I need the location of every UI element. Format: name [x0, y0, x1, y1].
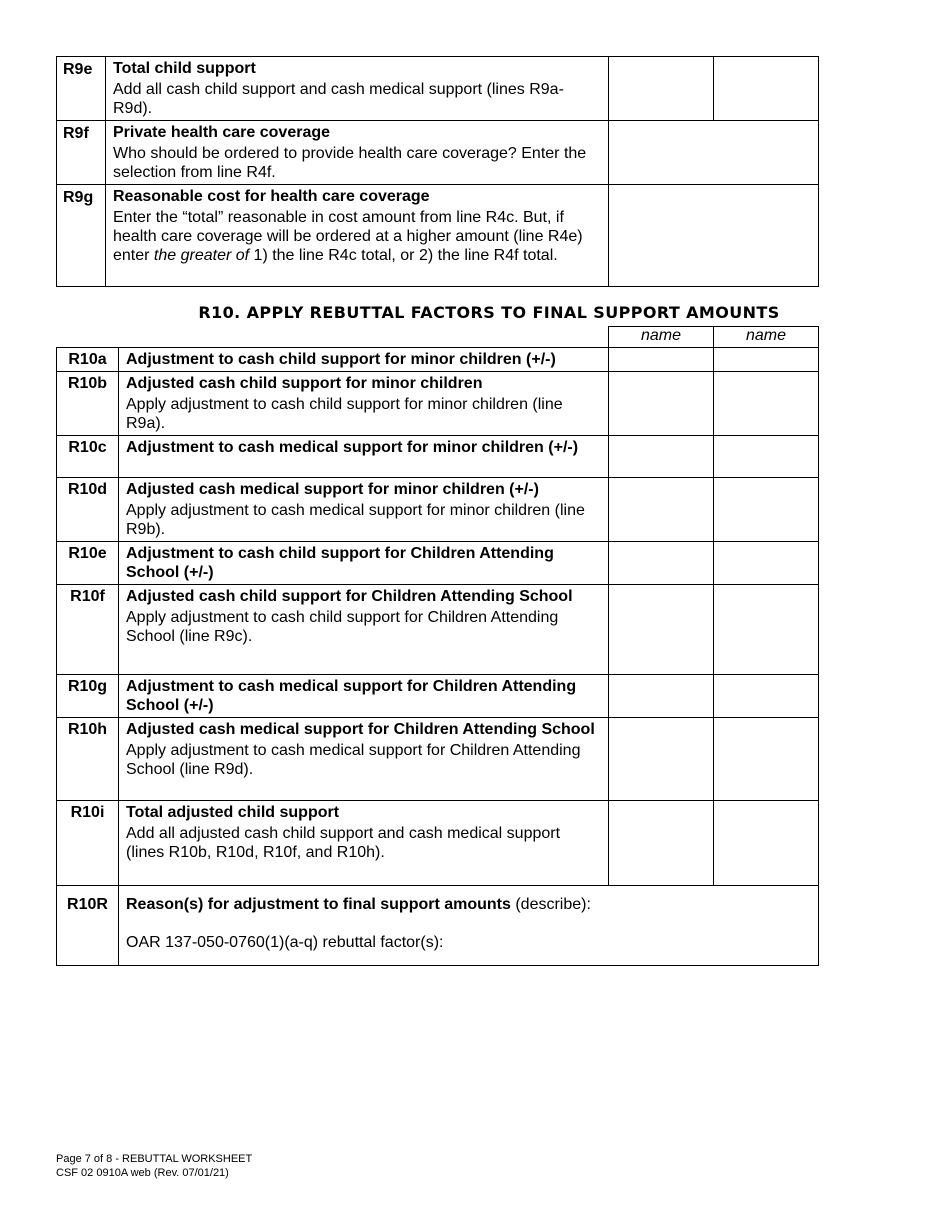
coverage-selection-cell[interactable]: [609, 121, 819, 185]
line-instructions: Apply adjustment to cash medical support for Children Attending School (line R9d).: [126, 742, 581, 778]
line-code: R9e: [57, 57, 106, 121]
line-instructions: Add all cash child support and cash medical support (lines R9a-R9d).: [113, 81, 564, 117]
table-row: [57, 718, 819, 801]
amount-cell-name-1[interactable]: [609, 718, 714, 801]
line-code: R10c: [57, 436, 119, 478]
amount-cell-name-1[interactable]: [609, 585, 714, 675]
line-title: Adjustment to cash child support for Children Attending School (+/-): [126, 545, 554, 581]
line-code: R9f: [57, 121, 106, 185]
table-row: [57, 185, 819, 287]
line-title: Adjusted cash medical support for Children Attending School: [126, 721, 595, 738]
amount-cell-name-1[interactable]: [609, 57, 714, 121]
line-code: R10R: [57, 886, 119, 966]
line-code: R10b: [57, 372, 119, 436]
table-row: [57, 886, 819, 966]
line-code: R10a: [57, 348, 119, 372]
section-title: R10. APPLY REBUTTAL FACTORS TO FINAL SUPPORT AMOUNTS: [198, 303, 780, 322]
amount-cell-name-2[interactable]: [714, 585, 819, 675]
line-title: Total adjusted child support: [126, 804, 340, 821]
line-instructions: Add all adjusted cash child support and cash medical support (lines R10b, R10d, R10f, and R10h).: [126, 825, 561, 861]
column-header-name-1: name: [609, 327, 714, 348]
line-title: Adjusted cash medical support for minor children (+/-): [126, 481, 539, 498]
amount-cell-name-2[interactable]: [714, 718, 819, 801]
line-instructions: Apply adjustment to cash child support for Children Attending School (line R9c).: [126, 609, 559, 645]
line-title: Reasonable cost for health care coverage: [113, 188, 430, 205]
reason-title: Reason(s) for adjustment to final support amounts (describe):: [126, 896, 591, 913]
amount-cell-name-1[interactable]: [609, 436, 714, 478]
line-code: R10e: [57, 542, 119, 585]
amount-cell-name-1[interactable]: [609, 372, 714, 436]
amount-cell-name-1[interactable]: [609, 675, 714, 718]
table-row: [57, 372, 819, 436]
r9-table: [56, 56, 819, 287]
amount-cell-name-2[interactable]: [714, 57, 819, 121]
amount-cell-name-2[interactable]: [714, 675, 819, 718]
table-row: [57, 478, 819, 542]
line-code: R10i: [57, 801, 119, 886]
page-footer: [56, 1152, 252, 1180]
r10-table: [56, 326, 819, 966]
footer-form-id: CSF 02 0910A web (Rev. 07/01/21): [56, 1167, 229, 1179]
line-title: Adjusted cash child support for Children Attending School: [126, 588, 573, 605]
table-row: [57, 675, 819, 718]
line-title: Private health care coverage: [113, 124, 331, 141]
line-instructions: Who should be ordered to provide health care coverage? Enter the selection from line R4f.: [113, 145, 587, 181]
line-title: Adjustment to cash child support for minor children (+/-): [126, 351, 556, 368]
line-code: R10d: [57, 478, 119, 542]
line-title: Adjustment to cash medical support for Children Attending School (+/-): [126, 678, 577, 714]
table-row: [57, 348, 819, 372]
line-instructions: Apply adjustment to cash child support for minor children (line R9a).: [126, 396, 563, 432]
table-row: [57, 542, 819, 585]
line-instructions: Apply adjustment to cash medical support for minor children (line R9b).: [126, 502, 585, 538]
amount-cell-name-1[interactable]: [609, 801, 714, 886]
amount-cell-name-1[interactable]: [609, 478, 714, 542]
amount-cell-name-1[interactable]: [609, 348, 714, 372]
line-code: R10g: [57, 675, 119, 718]
reason-factors-field[interactable]: OAR 137-050-0760(1)(a-q) rebuttal factor(s):: [126, 934, 444, 951]
reasonable-cost-cell[interactable]: [609, 185, 819, 287]
line-code: R9g: [57, 185, 106, 287]
table-row: [57, 121, 819, 185]
amount-cell-name-2[interactable]: [714, 478, 819, 542]
table-row: [57, 436, 819, 478]
amount-cell-name-2[interactable]: [714, 372, 819, 436]
amount-cell-name-2[interactable]: [714, 348, 819, 372]
line-code: R10f: [57, 585, 119, 675]
amount-cell-name-2[interactable]: [714, 542, 819, 585]
amount-cell-name-1[interactable]: [609, 542, 714, 585]
table-row: [57, 57, 819, 121]
amount-cell-name-2[interactable]: [714, 436, 819, 478]
table-row: [57, 585, 819, 675]
line-code: R10h: [57, 718, 119, 801]
line-title: Adjustment to cash medical support for minor children (+/-): [126, 439, 579, 456]
column-header-row: [57, 327, 819, 348]
line-title: Total child support: [113, 60, 256, 77]
line-instructions: Enter the “total” reasonable in cost amount from line R4c. But, if health care coverage will be ordered at a higher amount (line R4e) enter the greater of 1) the line R4c total, or 2) the line R4f total.: [113, 209, 583, 264]
table-row: [57, 801, 819, 886]
footer-page-info: Page 7 of 8 - REBUTTAL WORKSHEET: [56, 1153, 253, 1165]
line-title: Adjusted cash child support for minor children: [126, 375, 483, 392]
amount-cell-name-2[interactable]: [714, 801, 819, 886]
column-header-name-2: name: [714, 327, 819, 348]
